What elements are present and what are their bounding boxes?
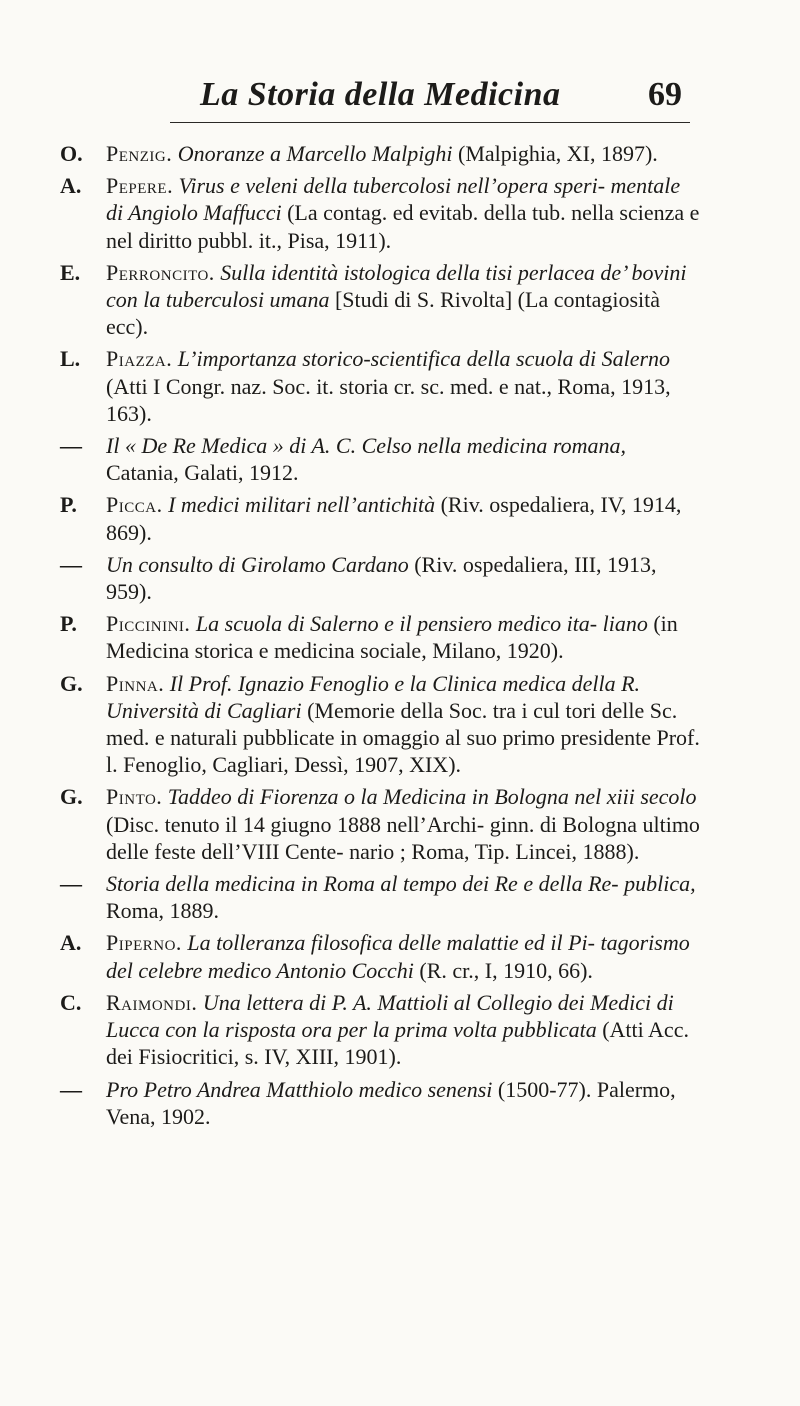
author-initial: O. — [60, 141, 83, 166]
work-title: Il Prof. Ignazio Fenoglio e la Clinica medica della R. Università di Cagliari — [106, 670, 641, 723]
author-initial: E. — [60, 259, 81, 285]
work-title: Storia della medicina in Roma al tempo dei Re e della Re- publica, — [106, 871, 696, 897]
author-initial: A. — [60, 930, 82, 956]
bibliography-entry — [60, 432, 700, 486]
work-title: Taddeo di Fiorenza o la Medicina in Bologna nel xiii secolo — [167, 784, 697, 810]
publication-info: (Malpighia, XI, 1897). — [458, 141, 658, 166]
publication-info: (Riv. ospedaliera, III, 1913, 959). — [106, 551, 657, 605]
work-title: Una lettera di P. A. Mattioli al Collegio dei Medici di Lucca con la risposta ora per la prima volta pubblicata — [106, 989, 674, 1043]
work-title: Un consulto di Girolamo Cardano — [106, 551, 409, 577]
author-name: Picca. — [106, 492, 163, 518]
author-name: Piazza. — [106, 346, 173, 372]
page-number: 69 — [648, 76, 682, 113]
author-name: Perroncito. — [106, 259, 215, 285]
publication-info: Catania, Galati, 1912. — [106, 460, 299, 486]
running-header — [170, 74, 690, 123]
publication-info: (Atti Acc. dei Fisiocritici, s. IV, XIII, 1901). — [106, 1017, 689, 1070]
bibliography-entry — [60, 989, 700, 1071]
work-title: Il « De Re Medica » di A. C. Celso nella medicina romana, — [106, 433, 626, 459]
publication-info: (La contag. ed evitab. della tub. nella scienza e nel diritto pubbl. it., Pisa, 1911). — [106, 200, 700, 253]
bibliography-entry — [60, 345, 700, 427]
bibliography-entry — [60, 259, 700, 341]
author-initial: A. — [60, 173, 82, 199]
author-name: Penzig. — [106, 141, 173, 166]
author-name: Raimondi. — [106, 989, 198, 1015]
author-initial: P. — [60, 611, 77, 637]
running-title: La Storia della Medicina — [200, 76, 561, 113]
publication-info: (R. cr., I, 1910, 66). — [419, 957, 593, 983]
bibliography-entry — [60, 140, 700, 167]
bibliography-entry — [60, 551, 700, 605]
work-title: I medici militari nell’antichità — [168, 492, 436, 518]
author-initial: C. — [60, 989, 82, 1015]
work-title: Sulla identità istologica della tisi perlacea de’ bovini con la tuberculosi umana — [106, 259, 687, 313]
publication-info: (1500-77). Palermo, Vena, 1902. — [106, 1076, 676, 1129]
author-initial: — — [60, 551, 82, 577]
work-title: La scuola di Salerno e il pensiero medico ita- liano — [195, 611, 648, 637]
author-initial: — — [60, 1076, 82, 1102]
bibliography-list — [60, 140, 700, 1130]
work-title: L’importanza storico-scientifica della scuola di Salerno — [177, 346, 671, 372]
work-title: Onoranze a Marcello Malpighi — [177, 141, 453, 166]
bibliography-entry — [60, 783, 700, 865]
author-initial: — — [60, 433, 82, 459]
publication-info: (Disc. tenuto il 14 giugno 1888 nell’Archi- ginn. di Bologna ultimo delle feste dell’VIII Cente- nario ; Roma, Tip. Lincei, 1888). — [106, 811, 700, 864]
author-name: Piperno. — [106, 930, 182, 956]
work-title: La tolleranza filosofica delle malattie ed il Pi- tagorismo del celebre medico Antonio Cocchi — [106, 930, 690, 983]
author-name: Pinna. — [106, 670, 165, 696]
publication-info: (Memorie della Soc. tra i cul tori delle Sc. med. e naturali pubblicate in omaggio al suo primo presidente Prof. l. Fenoglio, Cagliari, Dessì, 1907, XIX). — [106, 697, 700, 778]
publication-info: [Studi di S. Rivolta] (La contagiosità ecc). — [106, 287, 661, 340]
bibliography-entry — [60, 1076, 700, 1130]
bibliography-entry — [60, 929, 700, 983]
author-initial: L. — [60, 346, 81, 372]
publication-info: (in Medicina storica e medicina sociale, Milano, 1920). — [106, 611, 678, 664]
work-title: Pro Petro Andrea Matthiolo medico senensi — [106, 1076, 493, 1102]
bibliography-entry — [60, 491, 700, 545]
bibliography-entry — [60, 172, 700, 254]
bibliography-entry — [60, 670, 700, 779]
publication-info: (Riv. ospedaliera, IV, 1914, 869). — [106, 492, 682, 545]
publication-info: (Atti I Congr. naz. Soc. it. storia cr. sc. med. e nat., Roma, 1913, 163). — [106, 373, 671, 426]
author-name: Piccinini. — [106, 611, 191, 637]
work-title: Virus e veleni della tubercolosi nell’opera speri- mentale di Angiolo Maffucci — [106, 173, 681, 226]
bibliography-entry — [60, 870, 700, 924]
author-initial: G. — [60, 670, 83, 696]
author-initial: P. — [60, 492, 77, 518]
bibliography-entry — [60, 610, 700, 664]
author-name: Pinto. — [106, 784, 163, 810]
publication-info: Roma, 1889. — [106, 898, 220, 924]
author-initial: G. — [60, 784, 83, 810]
author-initial: — — [60, 871, 82, 897]
author-name: Pepere. — [106, 173, 174, 199]
